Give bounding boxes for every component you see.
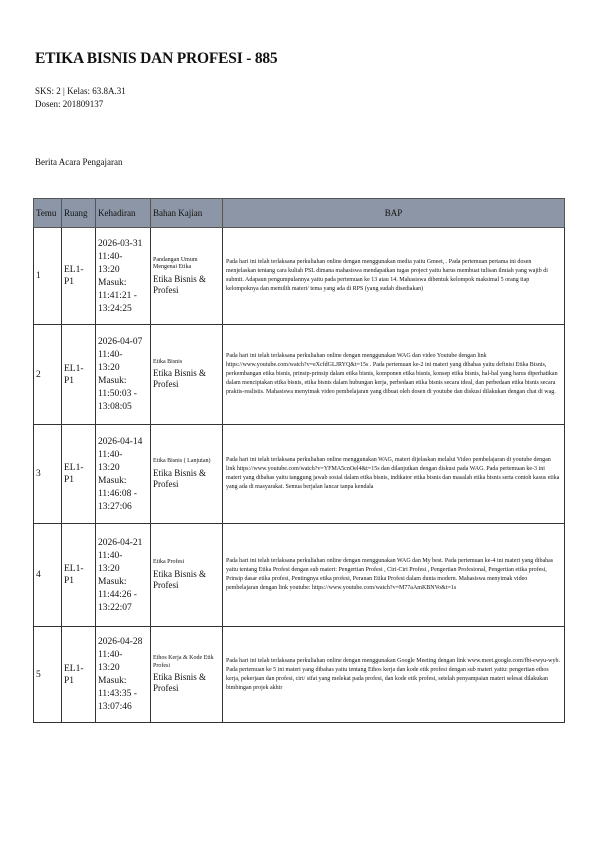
bap-cell: Pada hari ini telah terlaksana perkuliahan online dengan menggunakan Google Meeting dengan link www.meet.google.com/fbt-ewyu-wyb. Pada pertemuan ke 5 ini materi yang dibahas yaitu tentang Ethos kerja dan kode etik profesi dengan sub materi yaitu: pengertian ethos kerja, pekerjaan dan profesi, ciri/ sifat yang melekat pada profesi, dan kode etik profesi, setelah penyampaian materi selesai dilakukan bimbingan projek akhir bbox=[223, 627, 565, 723]
table-row bbox=[34, 425, 565, 524]
kehadiran-line: 13:24:25 bbox=[98, 303, 132, 314]
bap-cell: Pada hari ini telah terlaksana perkuliahan online menggunakan WAG, materi dijelaskan melalui Video pembelajaran di youtube dengan link https://www.youtube.com/watch?v=YFMA5cnOel4&t=15s dan dilanjutkan dengan diskusi pada WAG. Pada pertemuan ke-3 ini materi yang dibahas yaitu tanggung jawab sosial dalam etika bisnis, indikator etika bisnis dan masalah etika bisnis serta contoh kasus etika yang ada di masyarakat. Semua berjalan lancar tanpa kendala bbox=[223, 425, 565, 524]
kajian-topic: Etika Profesi bbox=[153, 559, 185, 566]
kehadiran-line: 2026-04-21 bbox=[98, 537, 143, 548]
table-header-row bbox=[34, 199, 565, 228]
kehadiran-line: Masuk: bbox=[98, 676, 127, 686]
kehadiran-line: 2026-03-31 bbox=[98, 238, 143, 249]
section-title: Berita Acara Pengajaran bbox=[35, 157, 123, 167]
kehadiran-line: 11:40- bbox=[98, 449, 123, 460]
sks-class-info: SKS: 2 | Kelas: 63.8A.31 bbox=[35, 86, 126, 96]
temu-cell: 5 bbox=[34, 627, 62, 723]
kehadiran-line: 11:40- bbox=[98, 650, 123, 660]
kehadiran-cell bbox=[96, 627, 151, 723]
ruang-text: EL1-P1 bbox=[64, 265, 84, 287]
header-temu: Temu bbox=[34, 199, 62, 228]
kehadiran-line: 11:43:35 - bbox=[98, 689, 137, 699]
kehadiran-cell bbox=[96, 325, 151, 425]
bahan-kajian-cell bbox=[151, 425, 223, 524]
kajian-course: Etika Bisnis & Profesi bbox=[153, 273, 207, 295]
kajian-course: Etika Bisnis & Profesi bbox=[153, 467, 207, 489]
lecturer-info: Dosen: 201809137 bbox=[35, 99, 104, 109]
kajian-course: Etika Bisnis & Profesi bbox=[153, 672, 207, 693]
kehadiran-line: 2026-04-14 bbox=[98, 436, 143, 447]
kajian-topic: Ethos Kerja & Kode Etik Profesi bbox=[153, 655, 214, 669]
bap-table bbox=[33, 198, 565, 723]
kajian-topic: Etika Bisnis ( Lanjutan) bbox=[153, 458, 211, 465]
kehadiran-cell bbox=[96, 524, 151, 627]
ruang-text: EL1-P1 bbox=[64, 564, 84, 586]
kajian-course: Etika Bisnis & Profesi bbox=[153, 568, 207, 590]
kehadiran-line: 2026-04-07 bbox=[98, 337, 143, 347]
ruang-cell bbox=[62, 524, 96, 627]
table-row bbox=[34, 228, 565, 325]
temu-cell: 4 bbox=[34, 524, 62, 627]
kehadiran-line: 13:22:07 bbox=[98, 602, 132, 613]
kehadiran-line: 11:50:03 - bbox=[98, 389, 137, 399]
ruang-text: EL1-P1 bbox=[64, 363, 84, 386]
table-row bbox=[34, 325, 565, 425]
bap-cell: Pada hari ini telah terlaksana perkuliahan online dengan menggunakan WAG dan My best. Pada pertemuan ke-4 ini materi yang dibahas yaitu tentang Etika Profesi dengan sub materi: Pengertian Profesi , Ciri-Ciri Profesi , Pengertian Profesional, Pengertian etika profesi, Prinsip dasar etika profesi, Pentingnya etika profesi, Peranan Etika Profesi dalam dunia modern. Mahasiswa menyimak video pembelajaran dengan link youtube: https://www.youtube.com/watch?v=M77aAmKBNVo&t=1s bbox=[223, 524, 565, 627]
table-row bbox=[34, 627, 565, 723]
kehadiran-line: 11:40- bbox=[98, 251, 123, 262]
table-row bbox=[34, 524, 565, 627]
ruang-cell bbox=[62, 425, 96, 524]
temu-cell: 3 bbox=[34, 425, 62, 524]
header-bap: BAP bbox=[223, 199, 565, 228]
bap-cell: Pada hari ini telah terlaksana perkuliahan online dengan menggunakan WAG dan video Youtube dengan link https://www.youtube.com/watch?v=eXcfdGLJRYQ&t=15s . Pada pertemuan ke-2 ini materi yang dibahas yaitu definisi Etika Bisnis, perkembangan etika bisnis, prinsip-prinsip dalam etika bisnis, komponen etika bisnis, konsep etika bisnis, hal-hal yang harus diperhatikan dalam menciptakan etika bisnis, etika bisnis dalam hubungan kerja, perbedaan etika bisnis secara ideal, dan perbedaan etika bisnis secara praktis-realistis. Mahasiswa menyimak video pembelajaran yang dibuat oleh dosen di youtube dan diskusi dilakukan dengan chat di wag. bbox=[223, 325, 565, 425]
kehadiran-line: 13:20 bbox=[98, 462, 120, 473]
kehadiran-line: 11:41:21 - bbox=[98, 290, 137, 301]
kehadiran-line: Masuk: bbox=[98, 376, 127, 386]
kehadiran-line: 13:20 bbox=[98, 264, 120, 275]
kehadiran-cell bbox=[96, 228, 151, 325]
kehadiran-line: 13:20 bbox=[98, 363, 120, 373]
header-ruang: Ruang bbox=[62, 199, 96, 228]
kehadiran-cell bbox=[96, 425, 151, 524]
kehadiran-line: 13:27:06 bbox=[98, 501, 132, 512]
kehadiran-line: Masuk: bbox=[98, 475, 127, 486]
kehadiran-line: 11:40- bbox=[98, 550, 123, 561]
kajian-topic: Pandangan Umum Mengenai Etika bbox=[153, 256, 198, 270]
header-kehadiran: Kehadiran bbox=[96, 199, 151, 228]
kajian-course: Etika Bisnis & Profesi bbox=[153, 368, 207, 390]
kajian-topic: Etika Bisnis bbox=[153, 358, 183, 365]
kehadiran-line: 2026-04-28 bbox=[98, 637, 143, 647]
temu-cell: 1 bbox=[34, 228, 62, 325]
kehadiran-line: 13:20 bbox=[98, 563, 120, 574]
header-bahan-kajian: Bahan Kajian bbox=[151, 199, 223, 228]
ruang-cell bbox=[62, 228, 96, 325]
kehadiran-line: 11:40- bbox=[98, 350, 123, 360]
bahan-kajian-cell bbox=[151, 228, 223, 325]
ruang-text: EL1-P1 bbox=[64, 663, 84, 686]
kehadiran-line: 13:08:05 bbox=[98, 402, 132, 412]
ruang-cell bbox=[62, 325, 96, 425]
kehadiran-line: Masuk: bbox=[98, 576, 127, 587]
kehadiran-line: Masuk: bbox=[98, 277, 127, 288]
kehadiran-line: 11:44:26 - bbox=[98, 589, 137, 600]
course-title: ETIKA BISNIS DAN PROFESI - 885 bbox=[35, 50, 278, 67]
kehadiran-line: 11:46:08 - bbox=[98, 488, 137, 499]
ruang-text: EL1-P1 bbox=[64, 463, 84, 485]
bap-cell: Pada hari ini telah terlaksana perkuliahan online dengan menggunakan media yaitu Gmeet, . Pada pertemuan pertama ini dosen menjelaskan tentang cara kuliah PSL dimana mahasiswa mendapatkan tugas project yaitu harus membuat tulisan ilmiah yang wajib di submit. Adapaun pengumpulannya yaitu pada pertemuan ke 13 atau 14. Mahasiswa dibentuk kelompok maksimal 5 orang tiap kelompoknya dan memilih materi/ tema yang ada di RPS (yang sudah disediakan) bbox=[223, 228, 565, 325]
kehadiran-line: 13:20 bbox=[98, 663, 120, 673]
temu-cell: 2 bbox=[34, 325, 62, 425]
ruang-cell bbox=[62, 627, 96, 723]
bahan-kajian-cell bbox=[151, 627, 223, 723]
kehadiran-line: 13:07:46 bbox=[98, 702, 132, 712]
bahan-kajian-cell bbox=[151, 325, 223, 425]
bahan-kajian-cell bbox=[151, 524, 223, 627]
